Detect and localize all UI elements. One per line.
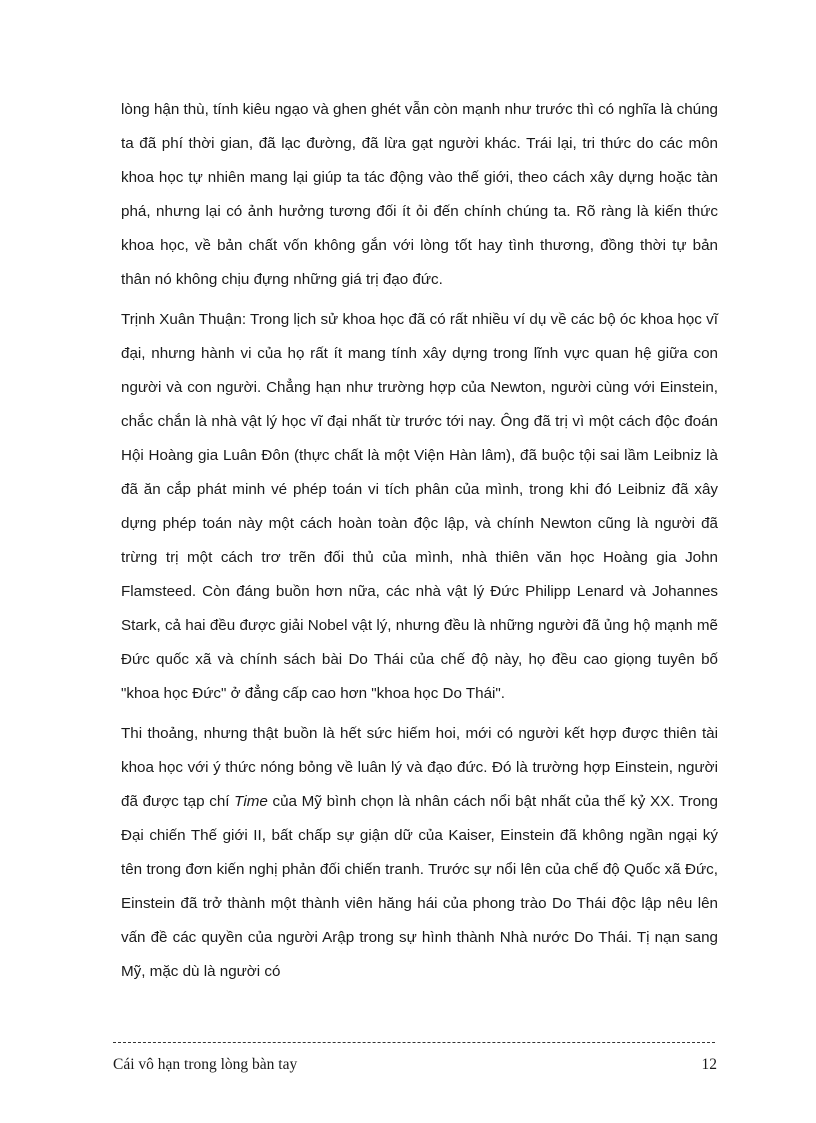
paragraph-2: Trịnh Xuân Thuận: Trong lịch sử khoa học đã có rất nhiều ví dụ về các bộ óc khoa học vĩ đại, nhưng hành vi của họ rất ít mang tính xây dựng trong lĩnh vực quan hệ giữa con người và con người. Chẳng hạn như trường hợp của Newton, người cùng với Einstein, chắc chắn là nhà vật lý học vĩ đại nhất từ trước tới nay. Ông đã trị vì một cách độc đoán Hội Hoàng gia Luân Đôn (thực chất là một Viện Hàn lâm), đã buộc tội sai lầm Leibniz là đã ăn cắp phát minh vé phép toán vi tích phân của mình, trong khi đó Leibniz đã xây dựng phép toán này một cách hoàn toàn độc lập, và chính Newton cũng là người đã trừng trị một cách trơ trẽn đối thủ của mình, nhà thiên văn học Hoàng gia John Flamsteed. Còn đáng buồn hơn nữa, các nhà vật lý Đức Philipp Lenard và Johannes Stark, cả hai đều được giải Nobel vật lý, nhưng đều là những người đã ủng hộ mạnh mẽ Đức quốc xã và chính sách bài Do Thái của chế độ này, họ đều cao giọng tuyên bố "khoa học Đức" ở đẳng cấp cao hơn "khoa học Do Thái".: [121, 311, 718, 702]
magazine-title: Time: [234, 793, 268, 810]
footer-divider: [113, 1042, 715, 1043]
paragraph-3-part-1: Thi thoảng, nhưng thật buồn là hết sức hiếm hoi, mới có người kết hợp được thiên tài khoa học với ý thức nóng bỏng về luân lý và đạo đức. Đó là trường hợp Einstein, người đã được tạp chí: [121, 725, 718, 810]
body-text: [121, 93, 718, 995]
paragraph-3: [121, 717, 718, 989]
page-footer: [113, 1056, 717, 1074]
footer-book-title: Cái vô hạn trong lòng bàn tay: [113, 1056, 298, 1073]
paragraph-1: lòng hận thù, tính kiêu ngạo và ghen ghét vẫn còn mạnh như trước thì có nghĩa là chúng ta đã phí thời gian, đã lạc đường, đã lừa gạt người khác. Trái lại, tri thức do các môn khoa học tự nhiên mang lại giúp ta tác động vào thế giới, theo cách xây dựng hoặc tàn phá, nhưng lại có ảnh hưởng tương đối ít ỏi đến chính chúng ta. Rõ ràng là kiến thức khoa học, về bản chất vốn không gắn với lòng tốt hay tình thương, đồng thời tự bản thân nó không chịu đựng những giá trị đạo đức.: [121, 101, 718, 288]
paragraph-3-part-2: của Mỹ bình chọn là nhân cách nổi bật nhất của thế kỷ XX. Trong Đại chiến Thế giới II, bất chấp sự giận dữ của Kaiser, Einstein đã không ngần ngại ký tên trong đơn kiến nghị phản đối chiến tranh. Trước sự nổi lên của chế độ Quốc xã Đức, Einstein đã trở thành một thành viên hăng hái của phong trào Do Thái độc lập nêu lên vấn đề các quyền của người Arập trong sự hình thành Nhà nước Do Thái. Tị nạn sang Mỹ, mặc dù là người có: [121, 793, 719, 980]
page-number: 12: [701, 1056, 717, 1073]
